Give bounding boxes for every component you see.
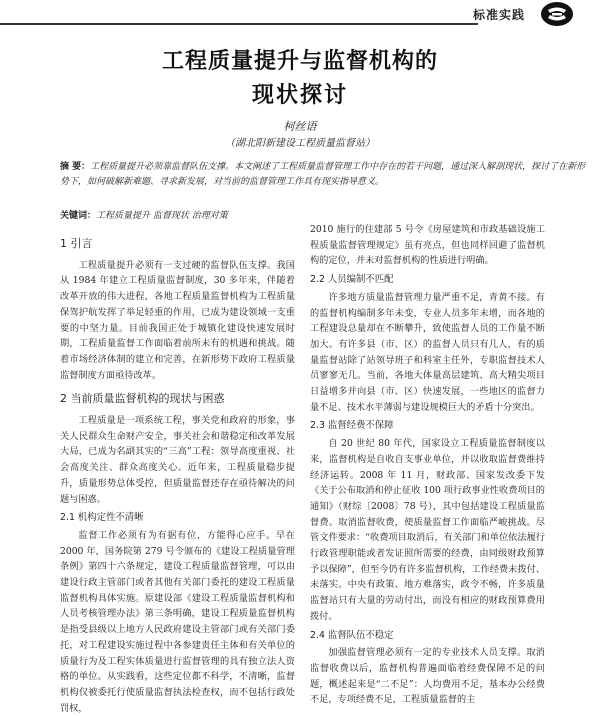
- header-rule: [0, 23, 478, 25]
- subsection-heading: 2.3 监督经费不保障: [310, 420, 394, 432]
- author-name: 柯丝语: [283, 120, 317, 133]
- paragraph: 加强监督管理必须有一定的专业技术人员支撑。取消监督收费以后，监督机构普遍面临着经费保障不足的问题，概述起来是“二不足”：人均费用不足，基本办公经费不足，专项经费不足，工程质量监督的主: [310, 647, 545, 706]
- keywords-text: 工程质量提升 监督现状 治理对策: [96, 211, 228, 221]
- right-column: [310, 222, 545, 708]
- paragraph: 2010 施行的住建部 5 号令《房屋建筑和市政基础设施工程质量监督管理规定》虽有亮点，但也同样回避了监督机构的定位，并未对监督机构的性质进行明确。: [310, 224, 545, 267]
- section-label: 标准实践: [473, 8, 526, 22]
- paragraph: 监督工作必须有为有据有位，方能得心应手。早在 2000 年，国务院第 279 号令颁布的《建设工程质量管理条例》第四十六条规定，建设工程质量监督管理，可以由建设行政主管部门或者其他有关部门委托的建设工程质量监督机构具体实施。原建设部《建设工程质量监督机构和人员考核管理办法》第三条明确，建设工程质量监督机构是指受县级以上地方人民政府建设主管部门或有关部门委托，对工程建设实施过程中各参建责任主体和有关单位的质量行为及工程实体质量进行监督管理的具有独立法人资格的单位。从实践看，这些定位都不科学，不清晰，监督机构仅被委托行使质量监督执法检查权，而不包括行政处罚权，: [60, 529, 295, 714]
- author-affiliation: （湖北阳新建设工程质量监督站）: [225, 138, 375, 149]
- paragraph: 自 20 世纪 80 年代，国家设立工程质量监督制度以来，监督机构是自收自支事业单位，并以收取监督费维持经济运转。2008 年 11 月，财政部、国家发改委下发《关于公布取消和停止征收 100 项行政事业性收费项目的通知》（财综〔2008〕78 号），其中包括建设工程质量监督费。取消监督收费，使质量监督工作面临严峻挑战。尽管文件要求：“收费项目取消后，有关部门和单位依法履行行政管理职能或者发证照所需要的经费，由同级财政预算予以保障”，但至今仍有许多监督机构，工作经费未拨付、未落实。中央有政策、地方难落实，政令不畅，许多质量监督站只有大量的劳动付出，而没有相应的财政预算费用拨付。: [310, 438, 545, 622]
- keywords: [60, 208, 590, 221]
- paragraph: 许多地方质量监督管理力量严重不足，青黄不接。有的监督机构编制多年未变，专业人员多年未增，而各地的工程建设总量却在不断攀升，致使监督人员的工作量不断加大。有许多县（市、区）的监督人员只有几人，有的质量监督站除了站领导班子和科室主任外，专职监督技术人员寥寥无几。当前，各地大体量高层建筑、高大精尖项目日益增多并向县（市、区）快速发展，一些地区的监督力量不足、技术水平薄弱与建设规模巨大的矛盾十分突出。: [310, 291, 545, 413]
- journal-logo-icon: [540, 1, 574, 27]
- left-column: [60, 228, 295, 716]
- section-heading: 1 引言: [60, 237, 93, 250]
- paragraph: 工程质量是一项系统工程，事关党和政府的形象，事关人民群众生命财产安全，事关社会和谐稳定和改革发展大局，已成为名副其实的“三高”工程：领导高度重视、社会高度关注、群众高度关心。近年来，工程质量稳步提升，质量形势总体受控，但质量监督还存在亟待解决的问题与困惑。: [60, 415, 295, 505]
- article-title-line1: 工程质量提升与监督机构的: [161, 49, 438, 74]
- abstract-label: 摘 要：: [60, 162, 91, 172]
- abstract: [60, 160, 590, 190]
- subsection-heading: 2.1 机构定性不清晰: [60, 512, 144, 524]
- subsection-heading: 2.4 监督队伍不稳定: [310, 629, 394, 641]
- subsection-heading: 2.2 人员编制不匹配: [310, 274, 394, 286]
- keywords-label: 关键词：: [60, 211, 97, 221]
- paragraph: 工程质量提升必须有一支过硬的监督队伍支撑。我国从 1984 年建立工程质量监督制度，30 多年来，伴随着改革开放的伟大进程，各地工程质量监督机构为工程质量保驾护航发挥了举足轻重的作用，已成为建设领域一支重要的中坚力量。目前我国正处于城镇化建设快速发展时期，工程质量监督工作面临着前所未有的机遇和挑战。随着市场经济体制的建立和完善，在新形势下政府工程质量监督制度方面亟待改革。: [60, 259, 295, 381]
- page-header: [0, 0, 600, 30]
- abstract-text: 工程质量提升必须靠监督队伍支撑。本文阐述了工程质量监督管理工作中存在的若干问题，通过深入解剖现状，探讨了在新形势下，如何破解新难题、寻求新发展，对当前的监督管理工作具有现实指导意义。: [60, 162, 586, 187]
- section-heading: 2 当前质量监督机构的现状与困惑: [60, 392, 225, 406]
- article-title-line2: 现状探讨: [251, 83, 348, 108]
